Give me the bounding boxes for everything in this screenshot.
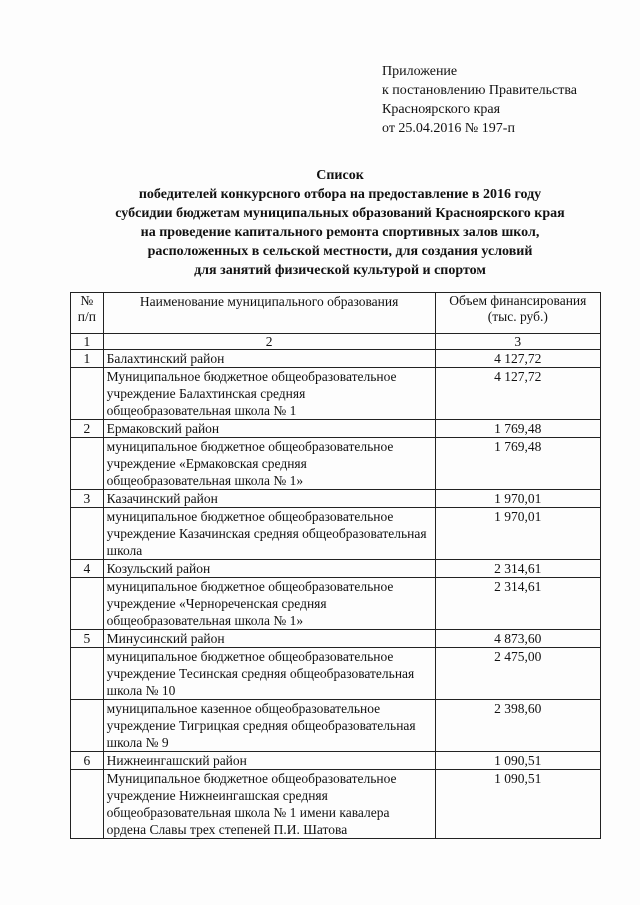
row-number bbox=[71, 648, 104, 700]
table-body bbox=[71, 350, 601, 839]
column-index: 3 bbox=[435, 334, 600, 350]
row-number bbox=[71, 438, 104, 490]
row-number: 2 bbox=[71, 420, 104, 438]
table-row-school bbox=[71, 368, 601, 420]
row-name: Нижнеингашский район bbox=[103, 752, 435, 770]
winners-table bbox=[70, 292, 601, 839]
row-amount: 4 127,72 bbox=[435, 368, 600, 420]
table-row-district bbox=[71, 420, 601, 438]
row-name: Минусинский район bbox=[103, 630, 435, 648]
row-number bbox=[71, 508, 104, 560]
table-row-district bbox=[71, 752, 601, 770]
table-row-school bbox=[71, 700, 601, 752]
table-row-school bbox=[71, 578, 601, 630]
row-amount: 4 873,60 bbox=[435, 630, 600, 648]
title-heading: Список bbox=[316, 168, 364, 183]
appendix-line: от 25.04.2016 № 197-п bbox=[382, 121, 515, 136]
row-name: муниципальное бюджетное общеобразовательное учреждение Казачинская средняя общеобразовательная школа bbox=[103, 508, 435, 560]
row-number: 1 bbox=[71, 350, 104, 368]
row-number bbox=[71, 578, 104, 630]
row-name: Козульский район bbox=[103, 560, 435, 578]
table-row-school bbox=[71, 508, 601, 560]
row-number: 3 bbox=[71, 490, 104, 508]
appendix-line: Красноярского края bbox=[382, 102, 501, 117]
row-name: муниципальное казенное общеобразовательное учреждение Тигрицкая средняя общеобразовательная школа № 9 bbox=[103, 700, 435, 752]
row-name: Балахтинский район bbox=[103, 350, 435, 368]
row-amount: 4 127,72 bbox=[435, 350, 600, 368]
title-line: расположенных в сельской местности, для создания условий bbox=[147, 244, 533, 259]
row-number bbox=[71, 770, 104, 839]
row-amount: 2 314,61 bbox=[435, 560, 600, 578]
row-name: муниципальное бюджетное общеобразовательное учреждение «Ермаковская средняя общеобразовательная школа № 1» bbox=[103, 438, 435, 490]
row-name: Ермаковский район bbox=[103, 420, 435, 438]
table-row-district bbox=[71, 630, 601, 648]
row-name: Казачинский район bbox=[103, 490, 435, 508]
row-amount: 1 769,48 bbox=[435, 420, 600, 438]
row-amount: 1 970,01 bbox=[435, 490, 600, 508]
row-amount: 1 970,01 bbox=[435, 508, 600, 560]
header-num: № п/п bbox=[71, 293, 104, 334]
document-title bbox=[60, 166, 620, 280]
table-header-row bbox=[71, 293, 601, 334]
table-row-district bbox=[71, 350, 601, 368]
row-amount: 2 398,60 bbox=[435, 700, 600, 752]
row-name: Муниципальное бюджетное общеобразовательное учреждение Балахтинская средняя общеобразовательная школа № 1 bbox=[103, 368, 435, 420]
table-row-district bbox=[71, 560, 601, 578]
row-name: Муниципальное бюджетное общеобразовательное учреждение Нижнеингашская средняя общеобразовательная школа № 1 имени кавалера ордена Славы трех степеней П.И. Шатова bbox=[103, 770, 435, 839]
title-line: для занятий физической культурой и спортом bbox=[194, 263, 486, 278]
row-number bbox=[71, 700, 104, 752]
row-amount: 1 769,48 bbox=[435, 438, 600, 490]
header-name: Наименование муниципального образования bbox=[103, 293, 435, 334]
column-index: 1 bbox=[71, 334, 104, 350]
table-row-school bbox=[71, 770, 601, 839]
row-amount: 2 314,61 bbox=[435, 578, 600, 630]
row-number: 4 bbox=[71, 560, 104, 578]
header-sum: Объем финансирования (тыс. руб.) bbox=[435, 293, 600, 334]
row-amount: 1 090,51 bbox=[435, 752, 600, 770]
row-number bbox=[71, 368, 104, 420]
row-name: муниципальное бюджетное общеобразовательное учреждение «Чернореченская средняя общеобразовательная школа № 1» bbox=[103, 578, 435, 630]
title-line: победителей конкурсного отбора на предоставление в 2016 году bbox=[138, 187, 542, 202]
appendix-block bbox=[382, 62, 577, 138]
column-index: 2 bbox=[103, 334, 435, 350]
row-amount: 2 475,00 bbox=[435, 648, 600, 700]
table-row-school bbox=[71, 648, 601, 700]
title-line: субсидии бюджетам муниципальных образований Красноярского края bbox=[115, 206, 565, 221]
row-amount: 1 090,51 bbox=[435, 770, 600, 839]
row-number: 6 bbox=[71, 752, 104, 770]
row-name: муниципальное бюджетное общеобразовательное учреждение Тесинская средняя общеобразовательная школа № 10 bbox=[103, 648, 435, 700]
title-line: на проведение капитального ремонта спортивных залов школ, bbox=[140, 225, 540, 240]
table-row-school bbox=[71, 438, 601, 490]
column-index-row bbox=[71, 334, 601, 350]
table-row-district bbox=[71, 490, 601, 508]
row-number: 5 bbox=[71, 630, 104, 648]
appendix-line: Приложение bbox=[382, 64, 458, 79]
appendix-line: к постановлению Правительства bbox=[382, 83, 578, 98]
